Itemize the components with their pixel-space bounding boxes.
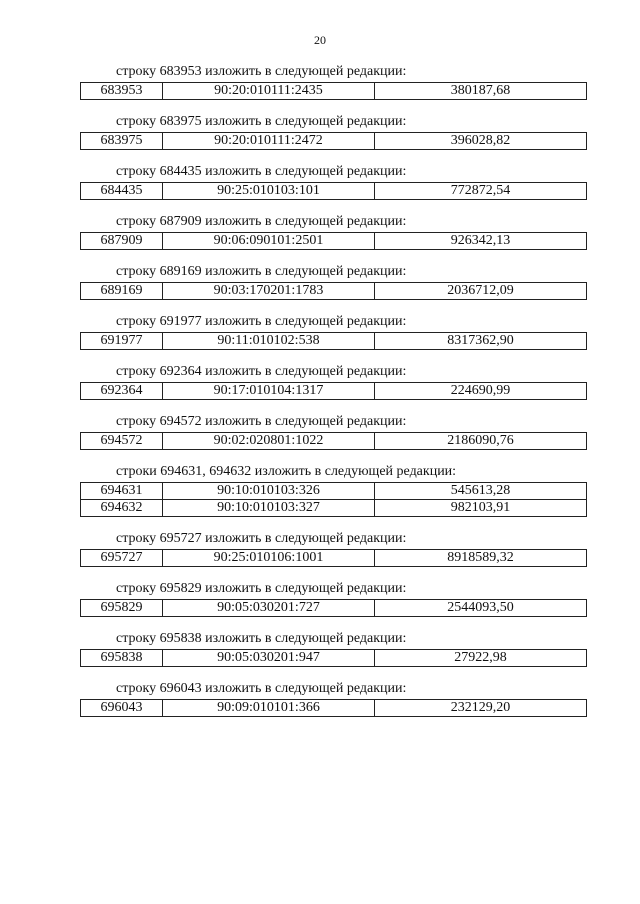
- amendment-entry: [80, 360, 586, 400]
- row-number-cell: 694632: [81, 500, 163, 517]
- table-row: [81, 650, 587, 667]
- table-row: [81, 500, 587, 517]
- cadastral-number-cell: 90:09:010101:366: [163, 700, 375, 717]
- row-number-cell: 692364: [81, 383, 163, 400]
- amendment-entry: [80, 260, 586, 300]
- value-cell: 8918589,32: [375, 550, 587, 567]
- amendment-table: [80, 182, 587, 200]
- document-body: [80, 60, 586, 727]
- row-number-cell: 691977: [81, 333, 163, 350]
- amendment-instruction: строку 684435 изложить в следующей редакции:: [116, 164, 407, 179]
- amendment-table: [80, 482, 587, 517]
- amendment-table: [80, 599, 587, 617]
- value-cell: 2544093,50: [375, 600, 587, 617]
- value-cell: 224690,99: [375, 383, 587, 400]
- table-row: [81, 700, 587, 717]
- amendment-instruction: строку 687909 изложить в следующей редакции:: [116, 214, 407, 229]
- amendment-table: [80, 649, 587, 667]
- value-cell: 545613,28: [375, 483, 587, 500]
- amendment-instruction: строку 683953 изложить в следующей редакции:: [116, 64, 407, 79]
- row-number-cell: 683975: [81, 133, 163, 150]
- cadastral-number-cell: 90:11:010102:538: [163, 333, 375, 350]
- cadastral-number-cell: 90:10:010103:327: [163, 500, 375, 517]
- value-cell: 8317362,90: [375, 333, 587, 350]
- amendment-instruction: строку 683975 изложить в следующей редакции:: [116, 114, 407, 129]
- amendment-instruction: строку 692364 изложить в следующей редакции:: [116, 364, 407, 379]
- amendment-instruction: строку 695838 изложить в следующей редакции:: [116, 631, 407, 646]
- amendment-table: [80, 332, 587, 350]
- amendment-instruction: строку 689169 изложить в следующей редакции:: [116, 264, 407, 279]
- amendment-table: [80, 282, 587, 300]
- table-row: [81, 183, 587, 200]
- value-cell: 396028,82: [375, 133, 587, 150]
- cadastral-number-cell: 90:10:010103:326: [163, 483, 375, 500]
- value-cell: 2186090,76: [375, 433, 587, 450]
- cadastral-number-cell: 90:20:010111:2435: [163, 83, 375, 100]
- row-number-cell: 687909: [81, 233, 163, 250]
- row-number-cell: 684435: [81, 183, 163, 200]
- table-row: [81, 483, 587, 500]
- value-cell: 27922,98: [375, 650, 587, 667]
- amendment-entry: [80, 460, 586, 517]
- amendment-instruction: строку 694572 изложить в следующей редакции:: [116, 414, 407, 429]
- amendment-instruction: строку 691977 изложить в следующей редакции:: [116, 314, 407, 329]
- value-cell: 982103,91: [375, 500, 587, 517]
- table-row: [81, 433, 587, 450]
- table-row: [81, 600, 587, 617]
- cadastral-number-cell: 90:02:020801:1022: [163, 433, 375, 450]
- amendment-table: [80, 699, 587, 717]
- table-row: [81, 550, 587, 567]
- cadastral-number-cell: 90:05:030201:727: [163, 600, 375, 617]
- row-number-cell: 695727: [81, 550, 163, 567]
- cadastral-number-cell: 90:17:010104:1317: [163, 383, 375, 400]
- value-cell: 380187,68: [375, 83, 587, 100]
- table-row: [81, 283, 587, 300]
- amendment-instruction: строки 694631, 694632 изложить в следующей редакции:: [116, 464, 457, 479]
- table-row: [81, 83, 587, 100]
- row-number-cell: 695838: [81, 650, 163, 667]
- table-row: [81, 383, 587, 400]
- cadastral-number-cell: 90:20:010111:2472: [163, 133, 375, 150]
- amendment-entry: [80, 60, 586, 100]
- amendment-entry: [80, 627, 586, 667]
- amendment-table: [80, 432, 587, 450]
- cadastral-number-cell: 90:25:010103:101: [163, 183, 375, 200]
- amendment-instruction: строку 696043 изложить в следующей редакции:: [116, 681, 407, 696]
- amendment-entry: [80, 110, 586, 150]
- table-row: [81, 233, 587, 250]
- row-number-cell: 694631: [81, 483, 163, 500]
- amendment-entry: [80, 577, 586, 617]
- page-number: 20: [314, 33, 326, 47]
- row-number-cell: 696043: [81, 700, 163, 717]
- cadastral-number-cell: 90:03:170201:1783: [163, 283, 375, 300]
- row-number-cell: 694572: [81, 433, 163, 450]
- amendment-table: [80, 82, 587, 100]
- cadastral-number-cell: 90:06:090101:2501: [163, 233, 375, 250]
- row-number-cell: 689169: [81, 283, 163, 300]
- value-cell: 772872,54: [375, 183, 587, 200]
- amendment-table: [80, 232, 587, 250]
- amendment-entry: [80, 677, 586, 717]
- amendment-entry: [80, 160, 586, 200]
- amendment-table: [80, 549, 587, 567]
- amendment-entry: [80, 210, 586, 250]
- value-cell: 232129,20: [375, 700, 587, 717]
- cadastral-number-cell: 90:05:030201:947: [163, 650, 375, 667]
- amendment-instruction: строку 695727 изложить в следующей редакции:: [116, 531, 407, 546]
- table-row: [81, 333, 587, 350]
- table-row: [81, 133, 587, 150]
- amendment-table: [80, 132, 587, 150]
- amendment-entry: [80, 410, 586, 450]
- amendment-table: [80, 382, 587, 400]
- amendment-entry: [80, 527, 586, 567]
- amendment-instruction: строку 695829 изложить в следующей редакции:: [116, 581, 407, 596]
- value-cell: 926342,13: [375, 233, 587, 250]
- row-number-cell: 683953: [81, 83, 163, 100]
- value-cell: 2036712,09: [375, 283, 587, 300]
- amendment-entry: [80, 310, 586, 350]
- row-number-cell: 695829: [81, 600, 163, 617]
- cadastral-number-cell: 90:25:010106:1001: [163, 550, 375, 567]
